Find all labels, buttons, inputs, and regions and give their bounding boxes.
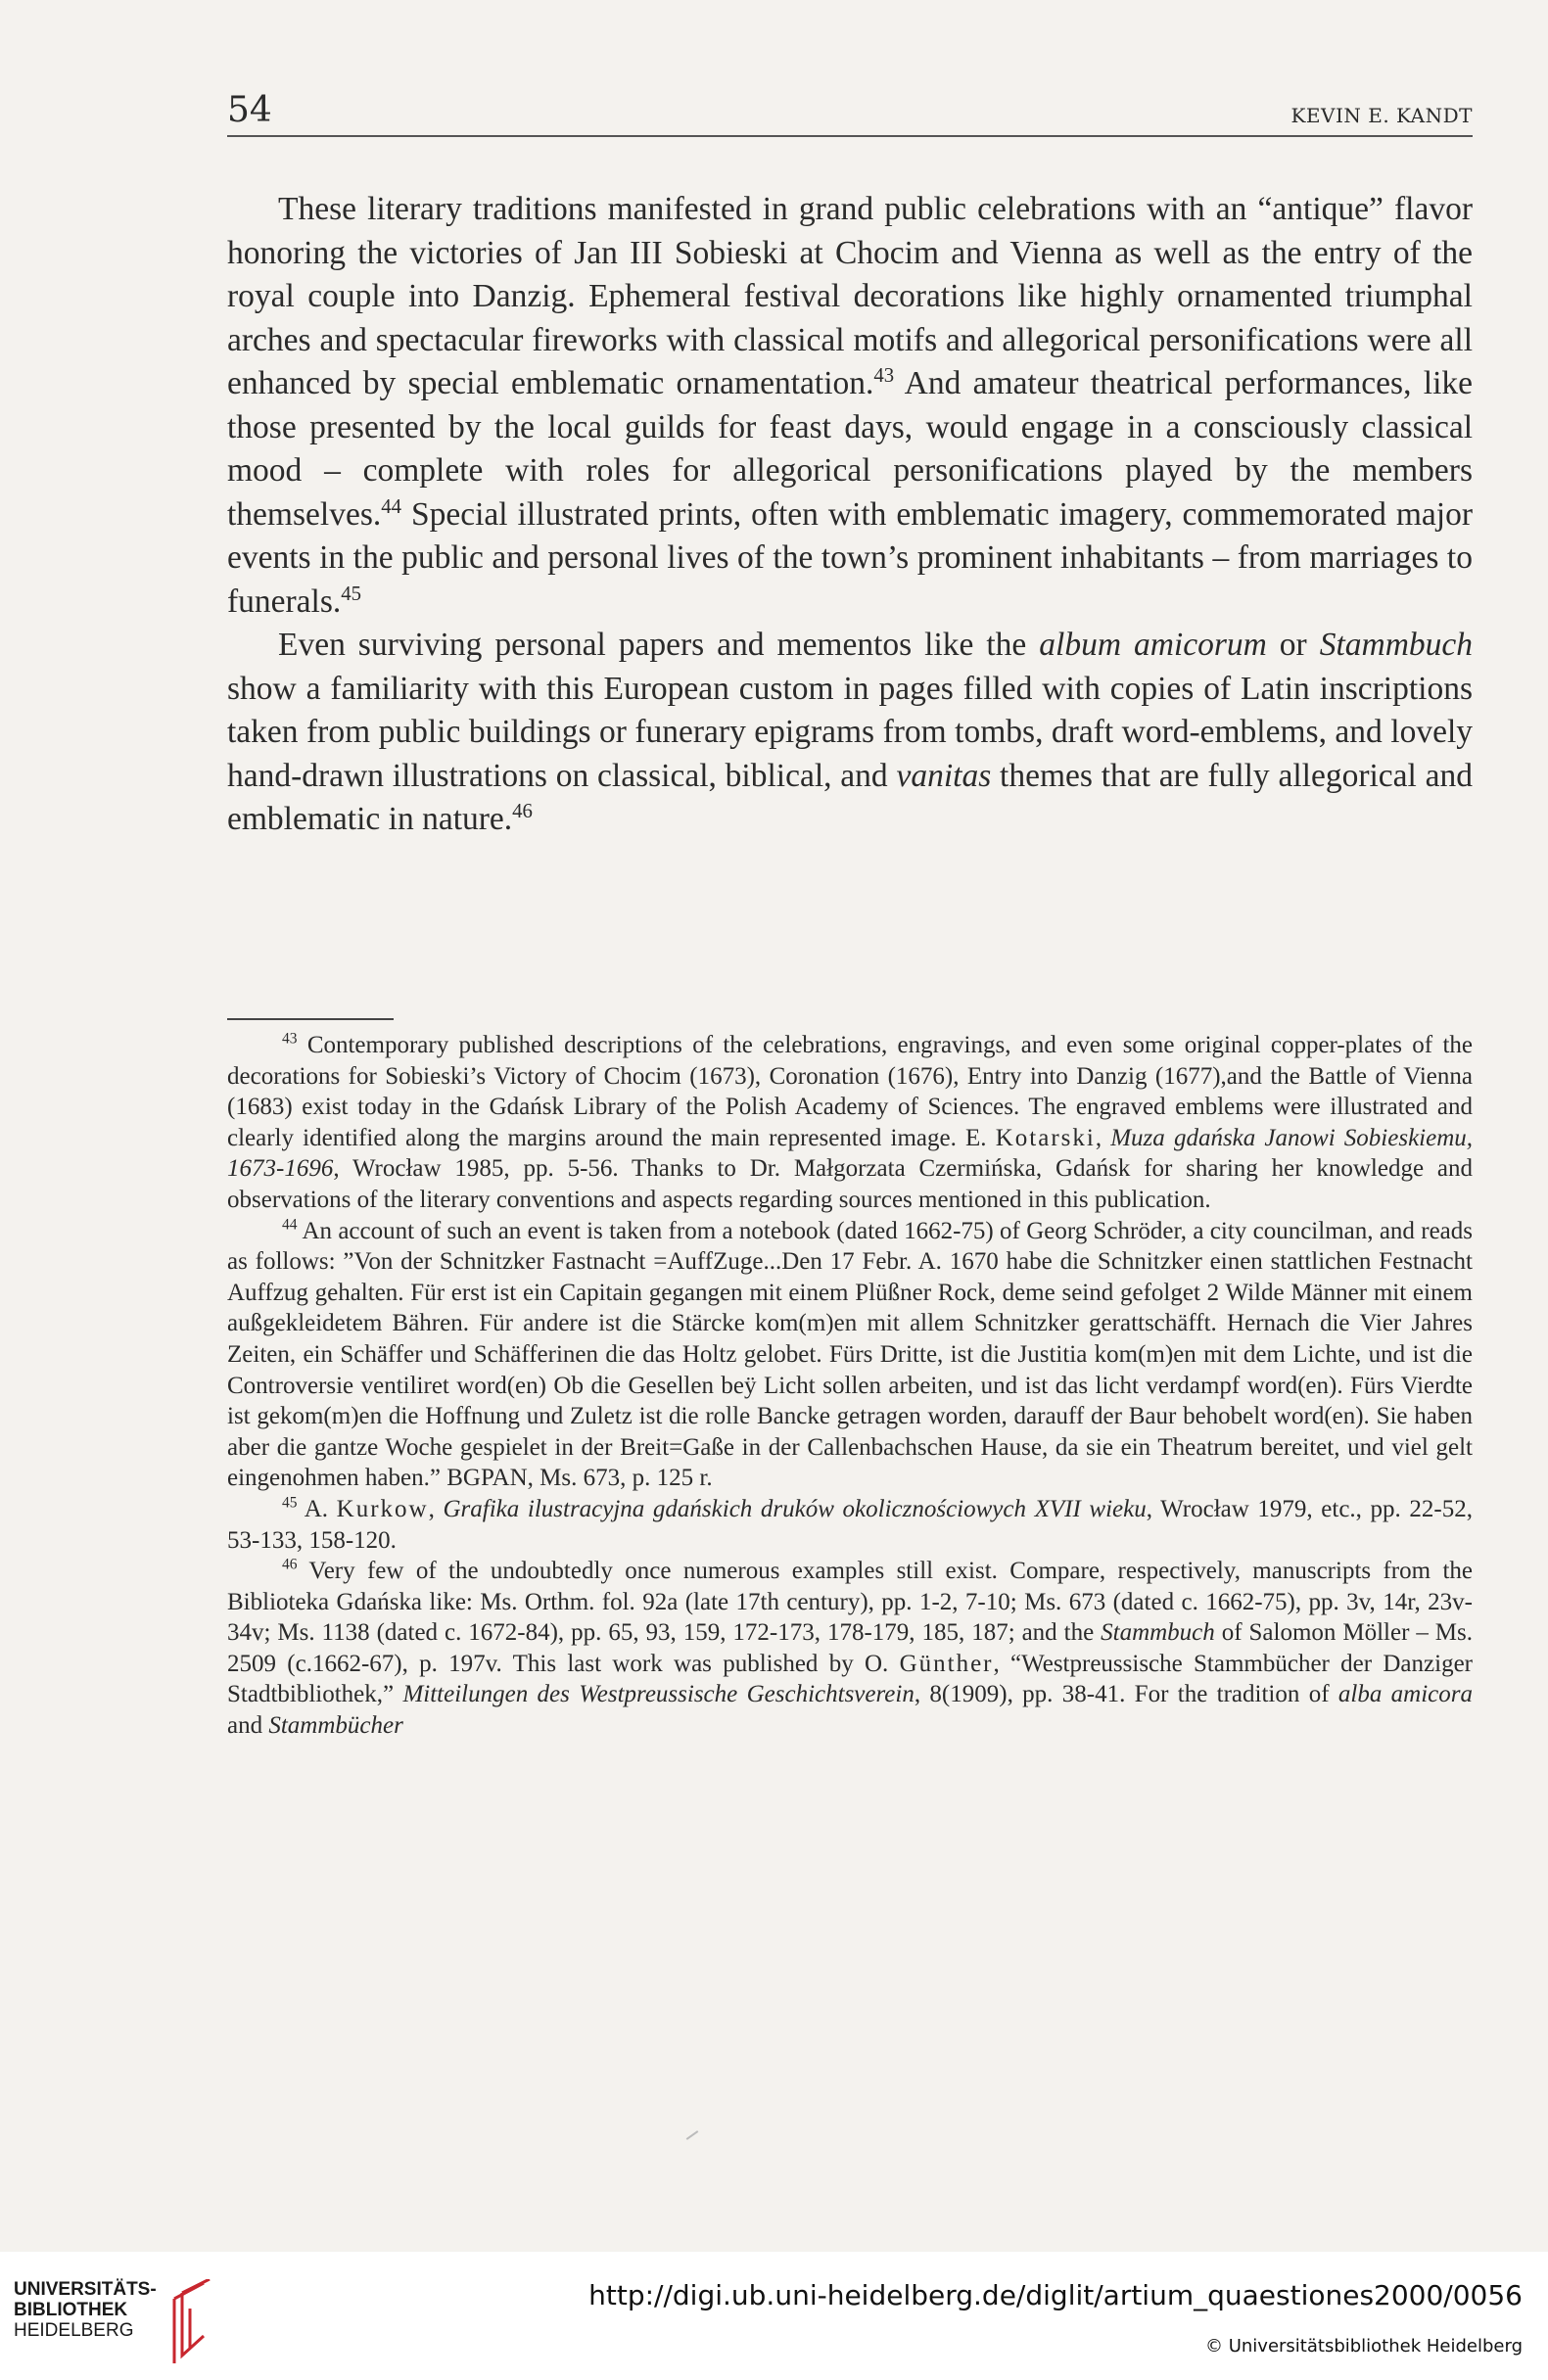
footer-bar [0,2252,1548,2380]
copyright-notice: © Universitätsbibliothek Heidelberg [1204,2336,1523,2357]
footnote-43: $^{43}$ Contemporary published descriptions of the celebrations, engravings, and even some original copper-plates of the decorations for Sobieski’s Victory of Chocim (1673), Coronation (1676), Entry into Danzig (1677),and the Battle of Vienna (1683) exist today in the Gdańsk Library of the Polish Academy of Sciences. The engraved emblems were illustrated and clearly identified along the margins around the main represented image. E. Kotarski, Muza gdańska Janowi Sobieskiemu, 1673-1696, Wrocław 1985, pp. 5-56. Thanks to Dr. Małgorzata Czermińska, Gdańsk for sharing her knowledge and observations of the literary conventions and aspects regarding sources mentioned in this publication. [227,1030,1474,1213]
library-emblem-icon [161,2279,219,2367]
footnote-ref-45: 45 [341,582,362,605]
logo-text: UNIVERSITÄTS- BIBLIOTHEK HEIDELBERG [14,2279,157,2341]
footnote-separator [227,1018,394,1020]
permalink-url[interactable]: http://digi.ub.uni-heidelberg.de/diglit/artium_quaestiones2000/0056 [588,2279,1523,2311]
page-header [227,90,1473,137]
running-head: KEVIN E. KANDT [1290,104,1473,127]
footnote-44: $^{44}$ An account of such an event is taken from a notebook (dated 1662-75) of Georg Schröder, a city councilman, and reads as follows: ”Von der Schnitzker Fastnacht =AuffZuge...Den 17 Febr. A. 1670 habe die Schnitzker einen stattlichen Festnacht Auffzug gehalten. Für erst ist ein Capitain gegangen mit einem Plüßner Rock, deme seind gefolget 2 Wilde Männer mit einem außgekleidetem Bähren. Für andere ist die Stärcke kom(m)en mit allem Schnitzker gerattschäfft. Hernach die Vier Jahres Zeiten, ein Schäffer und Schäfferinen die das Holtz gelobet. Fürs Dritte, ist die Justitia kom(m)en mit dem Lichte, und ist die Controversie ventiliret word(en) Ob die Gesellen beÿ Licht sollen arbeiten, und ist das licht verdampf word(en). Fürs Vierdte ist gekom(m)en die Hoffnung und Zuletz ist die rolle Bancke getragen worden, darauff der Baur behobelt word(en). Sie haben aber die gantze Woche gespielet in der Breit=Gaße in der Callenbachschen Hause, da sie ein Theatrum bereitet, und viel gelt eingenohmen haben.” BGPAN, Ms. 673, p. 125 r. [227,1216,1473,1492]
main-text [227,188,1473,842]
footnote-ref-44: 44 [381,494,401,518]
paragraph-2: Even surviving personal papers and mementos like the album amicorum or Stammbuch show a familiarity with this European custom in pages filled with copies of Latin inscriptions taken from public buildings or funerary epigrams from tombs, draft word-emblems, and lovely hand-drawn illustrations on classical, biblical, and vanitas themes that are fully allegorical and emblematic in nature.$^{46}$ [227,627,1473,837]
scan-speck [686,2130,699,2140]
footnotes [227,1030,1473,1742]
footnote-ref-46: 46 [512,799,533,822]
footnote-ref-43: 43 [873,363,895,387]
footnote-45: $^{45}$ A. Kurkow, Grafika ilustracyjna gdańskich druków okolicznościowych XVII wieku, Wrocław 1979, etc., pp. 22-52, 53-133, 158-120. [227,1494,1473,1554]
footnote-46: $^{46}$ Very few of the undoubtedly once numerous examples still exist. Compare, respectively, manuscripts from the Biblioteka Gdańska like: Ms. Orthm. fol. 92a (late 17th century), pp. 1-2, 7-10; Ms. 673 (dated c. 1662-75), pp. 3v, 14r, 23v-34v; Ms. 1138 (dated c. 1672-84), pp. 65, 93, 159, 172-173, 178-179, 185, 187; and the Stammbuch of Salomon Möller – Ms. 2509 (c.1662-67), p. 197v. This last work was published by O. Günther, “Westpreussische Stammbücher der Danziger Stadtbibliothek,” Mitteilungen des Westpreussische Geschichtsverein, 8(1909), pp. 38-41. For the tradition of alba amicora and Stammbücher [227,1556,1473,1740]
page-number: 54 [227,90,272,130]
library-logo[interactable] [14,2279,219,2367]
paragraph-1: These literary traditions manifested in grand public celebrations with an “antique” flavor honoring the victories of Jan III Sobieski at Chocim and Vienna as well as the entry of the royal couple into Danzig. Ephemeral festival decorations like highly ornamented triumphal arches and spectacular fireworks with classical motifs and allegorical personifications were all enhanced by special emblematic ornamentation.$^{43}$ And amateur theatrical performances, like those presented by the local guilds for feast days, would engage in a consciously classical mood – complete with roles for allegorical personifications played by the members themselves.$^{44}$ Special illustrated prints, often with emblematic imagery, commemorated major events in the public and personal lives of the town’s prominent inhabitants – from marriages to funerals.$^{45}$ [227,191,1473,620]
